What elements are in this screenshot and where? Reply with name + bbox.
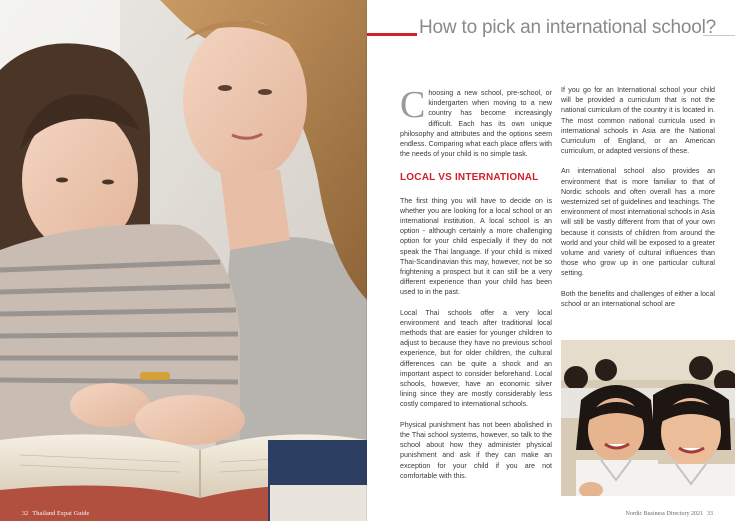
body-paragraph: If you go for an International school your child will be provided a curriculum that is not the national curriculum of the country it is located in. The most common national curricula used in international schools in Asia are the National Curriculum of England, or an American curriculum, or adapted versions of these. bbox=[561, 86, 715, 156]
right-page-article bbox=[367, 0, 735, 521]
title-accent-rule bbox=[367, 33, 417, 36]
intro-text: hoosing a new school, pre-school, or kindergarten when moving to a new country has become increasingly difficult. Each has its own unique philosophy and attributes and the options seem endless. Comparing what each place offers with the needs of your child is no simple task. bbox=[400, 89, 552, 159]
right-page-number: 33 bbox=[707, 511, 713, 517]
intro-paragraph bbox=[400, 84, 552, 159]
left-page-photo bbox=[0, 0, 367, 521]
schoolchildren-illustration bbox=[561, 340, 735, 496]
article-column-2 bbox=[561, 85, 715, 319]
mother-daughter-reading-illustration bbox=[0, 0, 367, 521]
right-publication-title: Nordic Business Directory 2021 bbox=[625, 511, 703, 517]
body-paragraph: The first thing you will have to decide on is whether you are looking for a local school or an international institution. A local school is an option - although certainly a more challenging option for your child especially if they do not speak the Thai language. If your child is mixed Thai-Scandinavian this may, however, not be so frightening a prospect but it can still be a very different experience than your child has been used to in the past. bbox=[400, 196, 552, 297]
section-subhead: LOCAL VS INTERNATIONAL bbox=[400, 172, 539, 184]
drop-cap: C bbox=[400, 84, 426, 126]
body-paragraph: An international school also provides an environment that is more familiar to that of Nordic schools and often overall has a more westernized set of guidelines and teachings. The environment of most international schools in Asia will still be vastly different from that of your own because it consists of children from around the world and your child will be exposed to a greater volume and variety of cultural influences than those who grow up in one particular cultural setting. bbox=[561, 167, 715, 278]
body-paragraph: Physical punishment has not been abolished in the Thai school systems, however, so talk to the school about how they administer physical punishment and ask if they can make an exception for your child if you are not comfortable with this. bbox=[400, 420, 552, 480]
left-folio bbox=[22, 511, 89, 517]
article-title: How to pick an international school? bbox=[419, 17, 716, 38]
article-column-1 bbox=[400, 84, 552, 491]
left-page-number: 32 bbox=[22, 511, 29, 517]
left-publication-title: Thailand Expat Guide bbox=[32, 511, 90, 517]
body-paragraph: Local Thai schools offer a very local environment and teach after traditional local methods that are easier for younger children to adjust to because they have no previous school experience, but for older children, the cultural differences can be quite a shock and an important aspect to consider beforehand. Local schools, however, have an economic silver lining since they are mostly considerably less costly compared to international schools. bbox=[400, 308, 552, 409]
body-paragraph: Both the benefits and challenges of either a local school or an international school are bbox=[561, 289, 715, 308]
right-folio bbox=[626, 511, 714, 517]
schoolchildren-photo bbox=[561, 340, 735, 496]
